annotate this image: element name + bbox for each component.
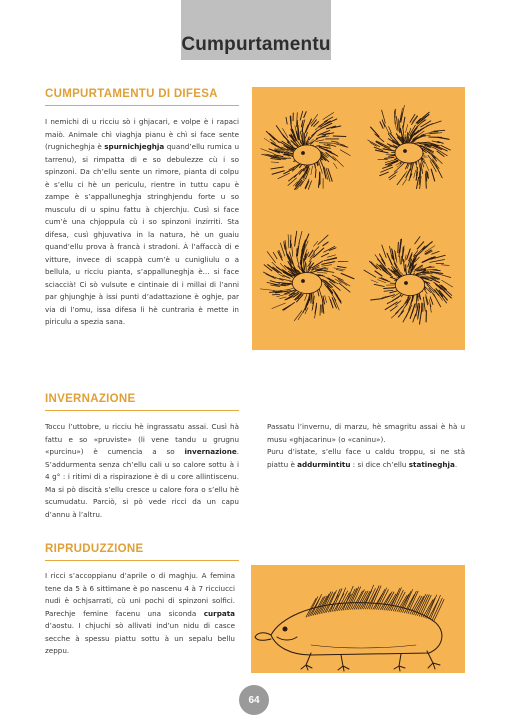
paragraph-hibernation-left xyxy=(45,421,239,521)
heading-reproduction: RIPRUDUZZIONE xyxy=(45,543,144,555)
text-run: . S’addurmenta senza ch’ellu cali u so calore sottu à i 4 g° : i ritimi di a rispirazione è di u core allintiscenu. Ma si pò discità s’ellu cresce u calore fora o s’ellu hè scumudatu. Parciò, si pò vede ricci da un capu d’annu à l’altru. xyxy=(45,447,239,519)
bold-term: statineghja xyxy=(408,459,455,469)
heading-rule-defense xyxy=(45,105,239,106)
text-run: : si dice ch’ellu xyxy=(350,459,409,469)
text-run: Toccu l’uttobre, u ricciu hè ingrassatu assai. Cusì hà fattu e so «pruviste» (li vene tandu u grugnu «purcinu») è cumencia a so xyxy=(45,422,239,456)
text-run: I ricci s’accoppianu d’aprile o di maghju. A femina tene da 5 à 6 sittimane è po nascenu 4 à 7 ricciucci nudi è ochjsarrati, cù uni pochi di spinzoni solfici. Parechje femine facenu una siconda xyxy=(45,571,235,618)
heading-rule-hibernation xyxy=(45,410,239,411)
hedgehog-side-drawing-icon xyxy=(251,565,465,673)
paragraph-defense xyxy=(45,116,239,329)
hedgehog-side-drawing-panel xyxy=(251,565,465,673)
page-title-box xyxy=(181,0,331,60)
bold-term: curpata xyxy=(203,608,235,618)
text-run: I nemichi di u ricciu sò i ghjacari, e volpe è i rapaci maiò. Animale chì viaghja pianu è chì si face sente (rugnicheghja è xyxy=(45,117,239,151)
text-run: Puru d’istate, s’ellu face u caldu troppu, si ne stà piattu è xyxy=(267,447,465,469)
paragraph-hibernation-right xyxy=(267,421,465,471)
heading-rule-reproduction xyxy=(45,560,239,561)
page-number-badge xyxy=(239,685,269,715)
bold-term: spurnichjeghja xyxy=(104,142,165,151)
paragraph-reproduction xyxy=(45,570,235,658)
text-run: . xyxy=(454,459,458,469)
hedgehog-drawings-icon xyxy=(252,87,465,350)
page-number: 64 xyxy=(248,694,260,706)
text-run: d’aostu. I chjuchi sò allivati ind’un nidu di casce secche à spessu piattu sottu à un sepalu bellu zeppu. xyxy=(45,621,235,655)
text-run: quand’ellu rumica u tarrenu), si rimpatta di e so debulezze cù i so spinzoni. Da ch’ellu sente un rimore, pianta di colpu è s’ellu ci hè un periculu, rientre in tuttu capu è zampe è s’appalluneghja stringhjendu forte u so musculu di u spinu fattu à chjerchju. Cusì si face cum’è una chjoppula cù i so spinzoni inzirriti. Sta difesa, cusì ghjuvativa in la natura, hè un guaiu quand’ellu prova à francà i stradoni. À l’affaccà di e vitture, invece di scappà cum’è u cunigliulu o a bellula, u ricciu pianta, s’appalluneghja è... si face sciaccià! Ci sò vulsute e cintinaie di i millai di l’anni par ghjunghje à issi punti d’adattazione è oghje, par via di l’omu, issa difesa li hè cuntraria è mette in piriculu a spezia sana. xyxy=(45,142,239,326)
heading-hibernation: INVERNAZIONE xyxy=(45,393,136,405)
hedgehog-drawings-panel xyxy=(252,87,465,350)
page-title: Cumpurtamentu xyxy=(181,34,331,55)
text-run: Passatu l’invernu, di marzu, hè smagritu assai è hà u musu «ghjacarinu» (o «caninu»). xyxy=(267,422,465,444)
bold-term: invernazione xyxy=(184,447,237,456)
heading-defense: CUMPURTAMENTU DI DIFESA xyxy=(45,88,218,100)
bold-term: addurmintitu xyxy=(297,459,351,469)
